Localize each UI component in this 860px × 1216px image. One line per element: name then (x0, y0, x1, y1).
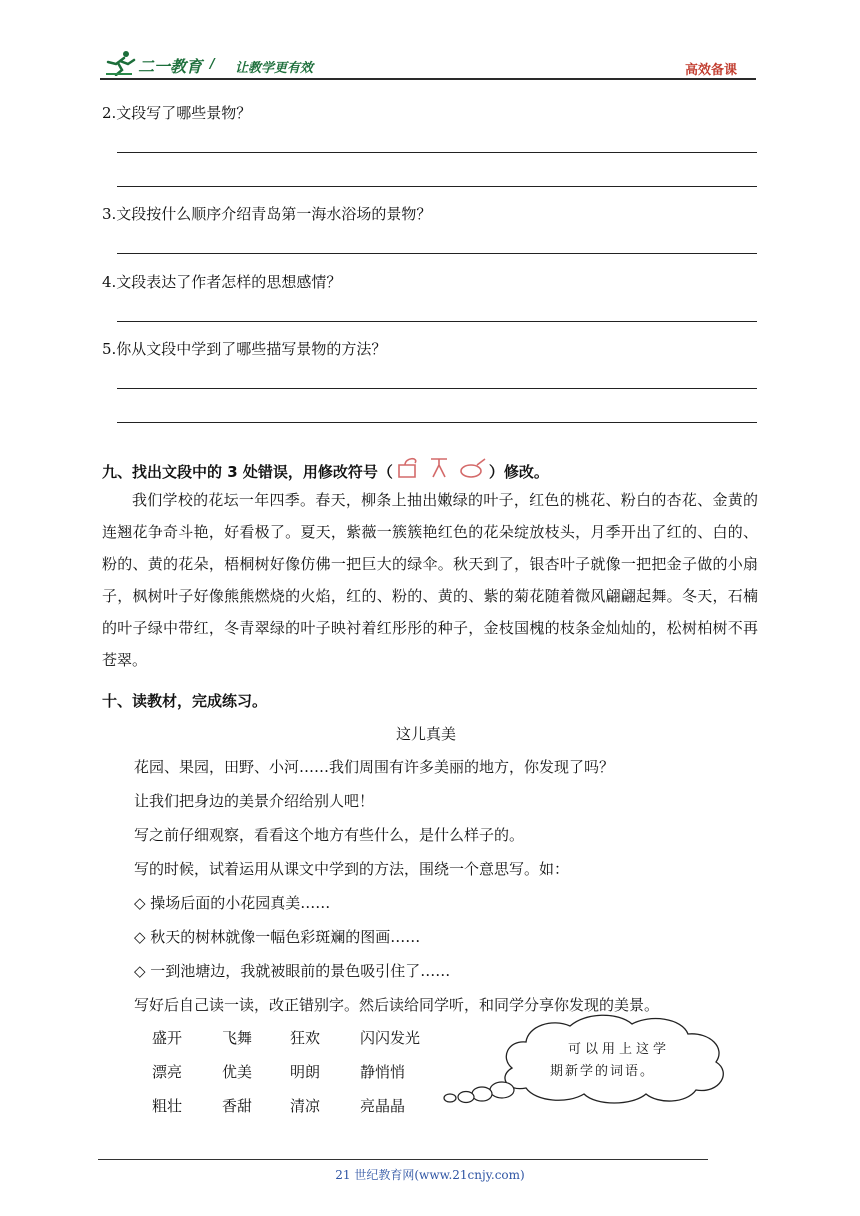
word-item: 优美 (222, 1063, 253, 1081)
section-9-title-start: 九、找出文段中的 3 处错误，用修改符号（ (102, 463, 393, 481)
runner-logo-icon (104, 50, 136, 76)
footer-link[interactable]: 21 世纪教育网(www.21cnjy.com) (335, 1168, 525, 1182)
answer-line[interactable] (117, 321, 757, 322)
bullet-item-3: ◇ 一到池塘边，我就被眼前的景色吸引住了…… (134, 962, 451, 980)
passage-line-1: 花园、果园，田野、小河……我们周围有许多美丽的地方，你发现了吗？ (134, 758, 615, 776)
cloud-text-line-2: 期新学的词语。 (550, 1064, 656, 1079)
word-item: 盛开 (152, 1029, 183, 1047)
question-2: 2.文段写了哪些景物？ (102, 104, 252, 122)
question-3: 3.文段按什么顺序介绍青岛第一海水浴场的景物？ (102, 205, 432, 223)
section-10-title: 十、读教材，完成练习。 (102, 692, 268, 710)
footer-divider (98, 1159, 708, 1160)
word-item: 清凉 (290, 1097, 321, 1115)
answer-line[interactable] (117, 422, 757, 423)
answer-line[interactable] (117, 253, 757, 254)
bullet-item-1: ◇ 操场后面的小花园真美…… (134, 894, 331, 912)
word-item: 闪闪发光 (360, 1029, 421, 1047)
header-separator: / (210, 57, 215, 72)
answer-line[interactable] (117, 152, 757, 153)
word-item: 粗壮 (152, 1097, 183, 1115)
section-9-title-end: ）修改。 (488, 463, 549, 481)
word-item: 亮晶晶 (360, 1097, 406, 1115)
correction-symbols-icon (393, 455, 489, 483)
word-item: 香甜 (222, 1097, 253, 1115)
header-divider (100, 78, 756, 80)
section-9-title (102, 455, 549, 483)
question-4: 4.文段表达了作者怎样的思想感情？ (102, 273, 342, 291)
header-right-label: 高效备课 (685, 63, 738, 78)
word-item: 狂欢 (290, 1029, 321, 1047)
passage-line-4: 写的时候，试着运用从课文中学到的方法，围绕一个意思写。如： (134, 860, 570, 878)
passage-line-3: 写之前仔细观察，看看这个地方有些什么，是什么样子的。 (134, 826, 525, 844)
brand-name: 二一教育 (138, 57, 203, 76)
word-item: 明朗 (290, 1063, 321, 1081)
question-5: 5.你从文段中学到了哪些描写景物的方法？ (102, 340, 387, 358)
passage-title: 这儿真美 (396, 725, 457, 743)
header (100, 48, 760, 78)
closing-line: 写好后自己读一读，改正错别字。然后读给同学听，和同学分享你发现的美景。 (134, 996, 660, 1014)
bullet-item-2: ◇ 秋天的树林就像一幅色彩斑斓的图画…… (134, 928, 421, 946)
header-slogan: 让教学更有效 (235, 61, 314, 76)
word-item: 漂亮 (152, 1063, 183, 1081)
passage-line-2: 让我们把身边的美景介绍给别人吧！ (134, 792, 375, 810)
word-item: 飞舞 (222, 1029, 253, 1047)
word-item: 静悄悄 (360, 1063, 406, 1081)
section-9-paragraph: 我们学校的花坛一年四季。春天，柳条上抽出嫩绿的叶子，红色的桃花、粉白的杏花、金黄的连翘花争奇斗艳，好看极了。夏天，紫薇一簇簇艳红色的花朵绽放枝头，月季开出了红的、白的、粉的、黄的花朵，梧桐树好像仿佛一把巨大的绿伞。秋天到了，银杏叶子就像一把把金子做的小扇子，枫树叶子好像熊熊燃烧的火焰，红的、粉的、黄的、紫的菊花随着微风翩翩起舞。冬天，石楠的叶子绿中带红，冬青翠绿的叶子映衬着红彤彤的种子，金枝国槐的枝条金灿灿的，松树柏树不再苍翠。 (102, 491, 758, 669)
answer-line[interactable] (117, 186, 757, 187)
cloud-text-line-1: 可以用上这学 (568, 1042, 671, 1057)
answer-line[interactable] (117, 388, 757, 389)
